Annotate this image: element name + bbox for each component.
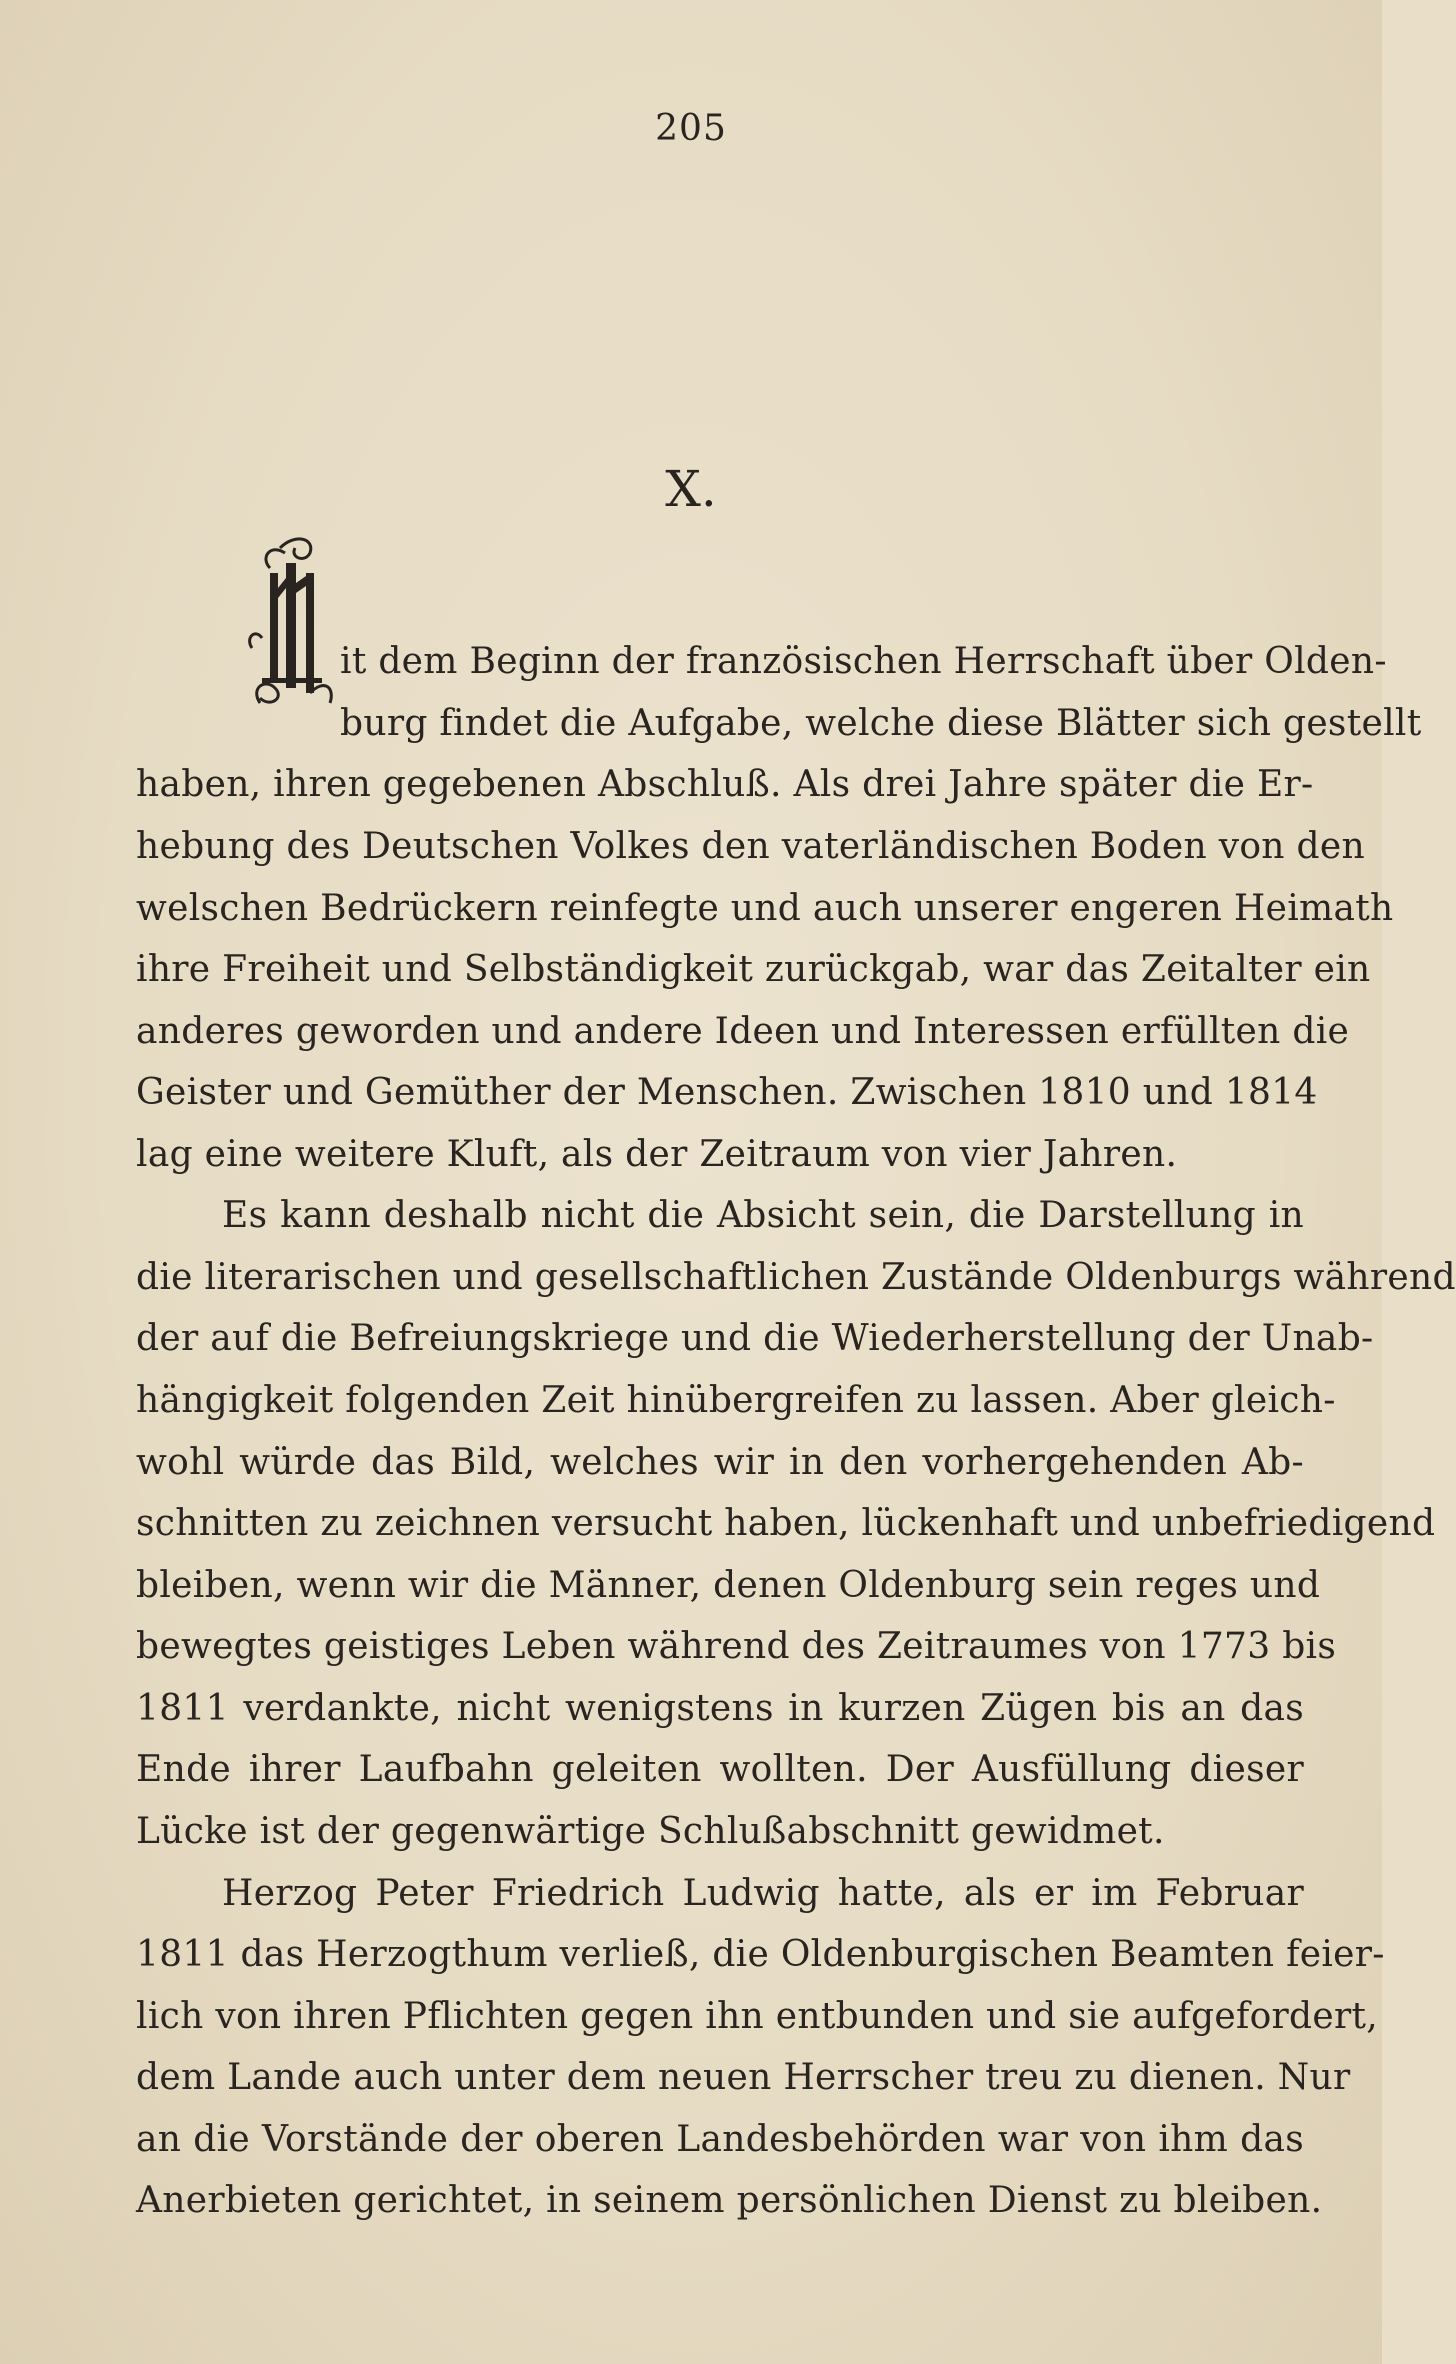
text-line: haben, ihren gegebenen Abschluß. Als drei Jahre später die Er- xyxy=(136,764,1314,805)
text-line: schnitten zu zeichnen versucht haben, lückenhaft und unbefriedigend xyxy=(136,1503,1436,1544)
text-line: hebung des Deutschen Volkes den vaterländischen Boden von den xyxy=(136,826,1365,867)
text-line: anderes geworden und andere Ideen und Interessen erfüllten die xyxy=(136,1011,1350,1052)
text-line: burg findet die Aufgabe, welche diese Blätter sich gestellt xyxy=(340,703,1422,744)
text-line: 1811 verdankte, nicht wenigstens in kurzen Zügen bis an das xyxy=(136,1688,1304,1729)
text-line: der auf die Befreiungskriege und die Wiederherstellung der Unab- xyxy=(136,1318,1374,1359)
text-line: lag eine weitere Kluft, als der Zeitraum von vier Jahren. xyxy=(136,1134,1178,1175)
text-line: an die Vorstände der oberen Landesbehörden war von ihm das xyxy=(136,2119,1304,2160)
text-line: Geister und Gemüther der Menschen. Zwischen 1810 und 1814 xyxy=(136,1072,1318,1113)
page-number: 205 xyxy=(655,108,727,149)
text-line: bleiben, wenn wir die Männer, denen Oldenburg sein reges und xyxy=(136,1565,1321,1606)
text-line: Anerbieten gerichtet, in seinem persönlichen Dienst zu bleiben. xyxy=(136,2180,1323,2221)
text-line: welschen Bedrückern reinfegte und auch unserer engeren Heimath xyxy=(136,888,1394,929)
text-line: lich von ihren Pflichten gegen ihn entbunden und sie aufgefordert, xyxy=(136,1996,1379,2037)
initial-letter: M xyxy=(40,328,42,329)
text-line: Ende ihrer Laufbahn geleiten wollten. Der Ausfüllung dieser xyxy=(136,1749,1304,1790)
text-line: dem Lande auch unter dem neuen Herrscher treu zu dienen. Nur xyxy=(136,2057,1351,2098)
text-line: wohl würde das Bild, welches wir in den vorhergehenden Ab- xyxy=(136,1442,1304,1483)
text-line: Lücke ist der gegenwärtige Schlußabschnitt gewidmet. xyxy=(136,1811,1165,1852)
text-line: die literarischen und gesellschaftlichen Zustände Oldenburgs während xyxy=(136,1257,1456,1298)
text-line: bewegtes geistiges Leben während des Zeitraumes von 1773 bis xyxy=(136,1626,1337,1667)
text-line: 1811 das Herzogthum verließ, die Oldenburgischen Beamten feier- xyxy=(136,1934,1385,1975)
decorated-initial-m xyxy=(40,328,340,718)
chapter-title: X. xyxy=(665,460,717,518)
text-line: it dem Beginn der französischen Herrschaft über Olden- xyxy=(340,641,1387,682)
text-line: Es kann deshalb nicht die Absicht sein, die Darstellung in xyxy=(222,1195,1304,1236)
text-line: ihre Freiheit und Selbständigkeit zurückgab, war das Zeitalter ein xyxy=(136,949,1371,990)
text-line: hängigkeit folgenden Zeit hinübergreifen zu lassen. Aber gleich- xyxy=(136,1380,1336,1421)
text-line: Herzog Peter Friedrich Ludwig hatte, als er im Februar xyxy=(222,1873,1304,1914)
